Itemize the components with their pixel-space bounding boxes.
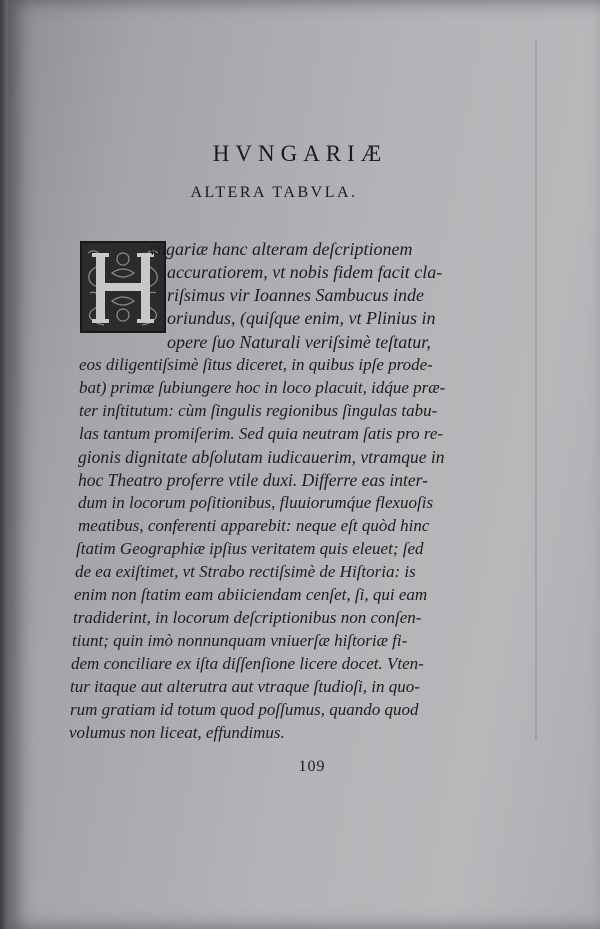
body-line: riſsimus vir Ioannes Sambucus inde xyxy=(167,285,424,305)
body-line: rum gratiam id totum quod poſſumus, quando quod xyxy=(70,700,419,719)
body-line: enim non ſtatim eam abiiciendam cenſet, ſi, qui eam xyxy=(74,585,428,604)
body-line: ſtatim Geographiæ ipſius veritatem quis eleuet; ſed xyxy=(76,539,424,558)
body-line: dum in locorum poſitionibus, fluuiorumq́ue flexuoſis xyxy=(78,493,434,512)
body-line: tradiderint, in locorum deſcriptionibus non conſen- xyxy=(73,608,422,627)
body-line: las tantum promiſerim. Sed quia neutram ſatis pro re- xyxy=(79,424,444,443)
book-gutter-shadow xyxy=(0,0,8,929)
body-line: hoc Theatro proferre vtile duxi. Differre eas inter- xyxy=(78,470,428,490)
page-title: HVNGARIÆ xyxy=(212,141,388,166)
body-line: accuratiorem, vt nobis fidem facit cla- xyxy=(167,262,443,282)
body-line: de ea exiſtimet, vt Strabo rectiſsimè de Hiſtoria: is xyxy=(75,562,416,581)
body-line: bat) primæ ſubiungere hoc in loco placuit, idq́ue præ- xyxy=(79,378,446,397)
body-line: gionis dignitate abſolutam iudicauerim, vtramque in xyxy=(78,447,445,467)
body-line: oriundus, (quiſque enim, vt Plinius in xyxy=(167,308,436,328)
small-caps-opening: vngariæ hanc alteram deſcriptionem xyxy=(149,239,413,259)
page-number: 109 xyxy=(298,758,326,775)
body-line: tur itaque aut alterutra aut vtraque ſtudioſi, in quo- xyxy=(70,677,420,696)
body-line: meatibus, conferenti apparebit: neque eſt quòd hinc xyxy=(78,516,430,535)
page-subtitle: ALTERA TABVLA. xyxy=(190,184,358,201)
body-line: eos diligentiſsimè ſitus diceret, in quibus ipſe prode- xyxy=(79,355,433,374)
body-line xyxy=(149,238,469,260)
body-line: opere ſuo Naturali veriſsimè teſtatur, xyxy=(167,332,431,352)
body-line: dem conciliare ex iſta diſſenſione licere docet. Vten- xyxy=(71,654,424,673)
body-line: ter inſtitutum: cùm ſingulis regionibus ſingulas tabu- xyxy=(79,401,438,420)
body-line: volumus non liceat, effundimus. xyxy=(69,723,285,742)
body-line: tiunt; quin imò nonnunquam vniuerſæ hiſtoriæ fi- xyxy=(72,631,408,650)
